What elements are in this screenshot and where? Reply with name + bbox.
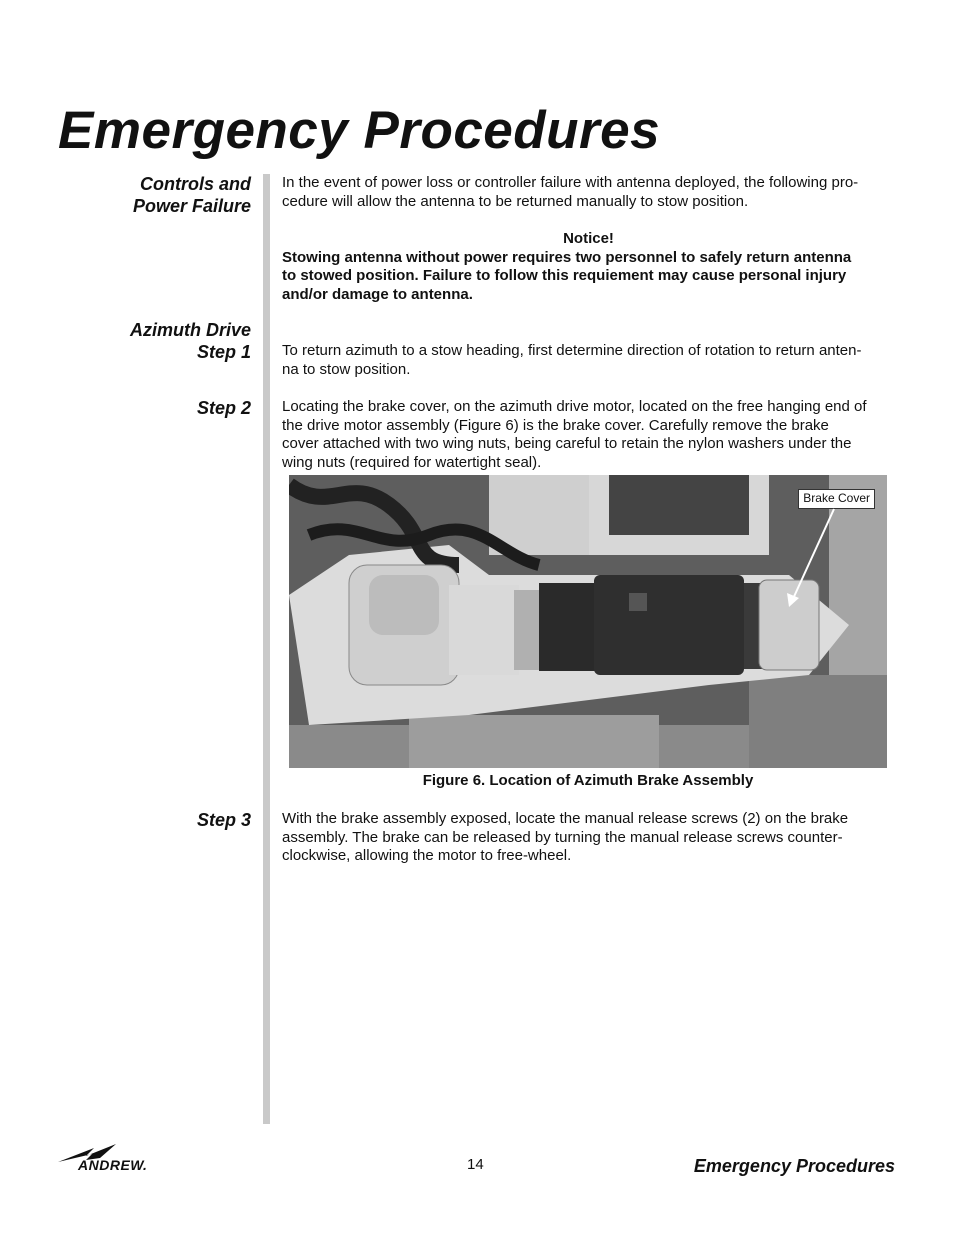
step2-text-line: cover attached with two wing nuts, being careful to retain the nylon washers under the: [282, 435, 852, 453]
controls-text: [282, 174, 900, 211]
brake-cover-callout: Brake Cover: [798, 489, 875, 509]
notice-line: to stowed position. Failure to follow this requiement may cause personal injury: [282, 267, 847, 285]
step3-text-line: clockwise, allowing the motor to free-wheel.: [282, 847, 572, 865]
andrew-logo: [56, 1140, 171, 1176]
step3-text-line: With the brake assembly exposed, locate the manual release screws (2) on the brake: [282, 810, 849, 827]
logo-wordmark: ANDREW.: [78, 1157, 148, 1173]
step1-label: Step 1: [196, 342, 251, 362]
notice-line: and/or damage to antenna.: [282, 286, 473, 304]
step1-text-line: To return azimuth to a stow heading, first determine direction of rotation to return anten-: [282, 342, 862, 359]
step3-text-line: assembly. The brake can be released by turning the manual release screws counter-: [282, 828, 843, 846]
controls-heading: [58, 173, 251, 217]
step2-label: Step 2: [196, 398, 251, 418]
callout-arrow: [289, 475, 887, 768]
step3-text: [282, 810, 900, 866]
notice-block: [282, 230, 900, 305]
page-title: Emergency Procedures: [58, 101, 661, 160]
azimuth-heading: [58, 319, 251, 363]
controls-heading-line1: Controls and: [140, 174, 251, 194]
step1-text: [282, 342, 900, 379]
brake-assembly-photo: [289, 475, 887, 768]
notice-line: Stowing antenna without power requires two personnel to safely return antenna: [282, 248, 852, 266]
margin-rule: [263, 174, 270, 1124]
step2-text-line: the drive motor assembly (Figure 6) is the brake cover. Carefully remove the brake: [282, 416, 829, 434]
step3-label: Step 3: [196, 810, 251, 830]
controls-heading-line2: Power Failure: [132, 196, 251, 216]
azimuth-heading-label: Azimuth Drive: [129, 320, 251, 340]
controls-text-line: cedure will allow the antenna to be returned manually to stow position.: [282, 192, 749, 210]
step2-text: [282, 398, 900, 473]
step2-text-line: wing nuts (required for watertight seal).: [282, 454, 542, 472]
controls-text-line: In the event of power loss or controller failure with antenna deployed, the following pro-: [282, 174, 859, 191]
step1-text-line: na to stow position.: [282, 360, 411, 378]
notice-heading: Notice!: [563, 230, 614, 247]
footer-section-title: Emergency Procedures: [693, 1156, 895, 1176]
figure-caption: Figure 6. Location of Azimuth Brake Assembly: [422, 772, 754, 789]
page-number: 14: [467, 1156, 484, 1173]
step2-text-line: Locating the brake cover, on the azimuth drive motor, located on the free hanging end of: [282, 398, 867, 415]
